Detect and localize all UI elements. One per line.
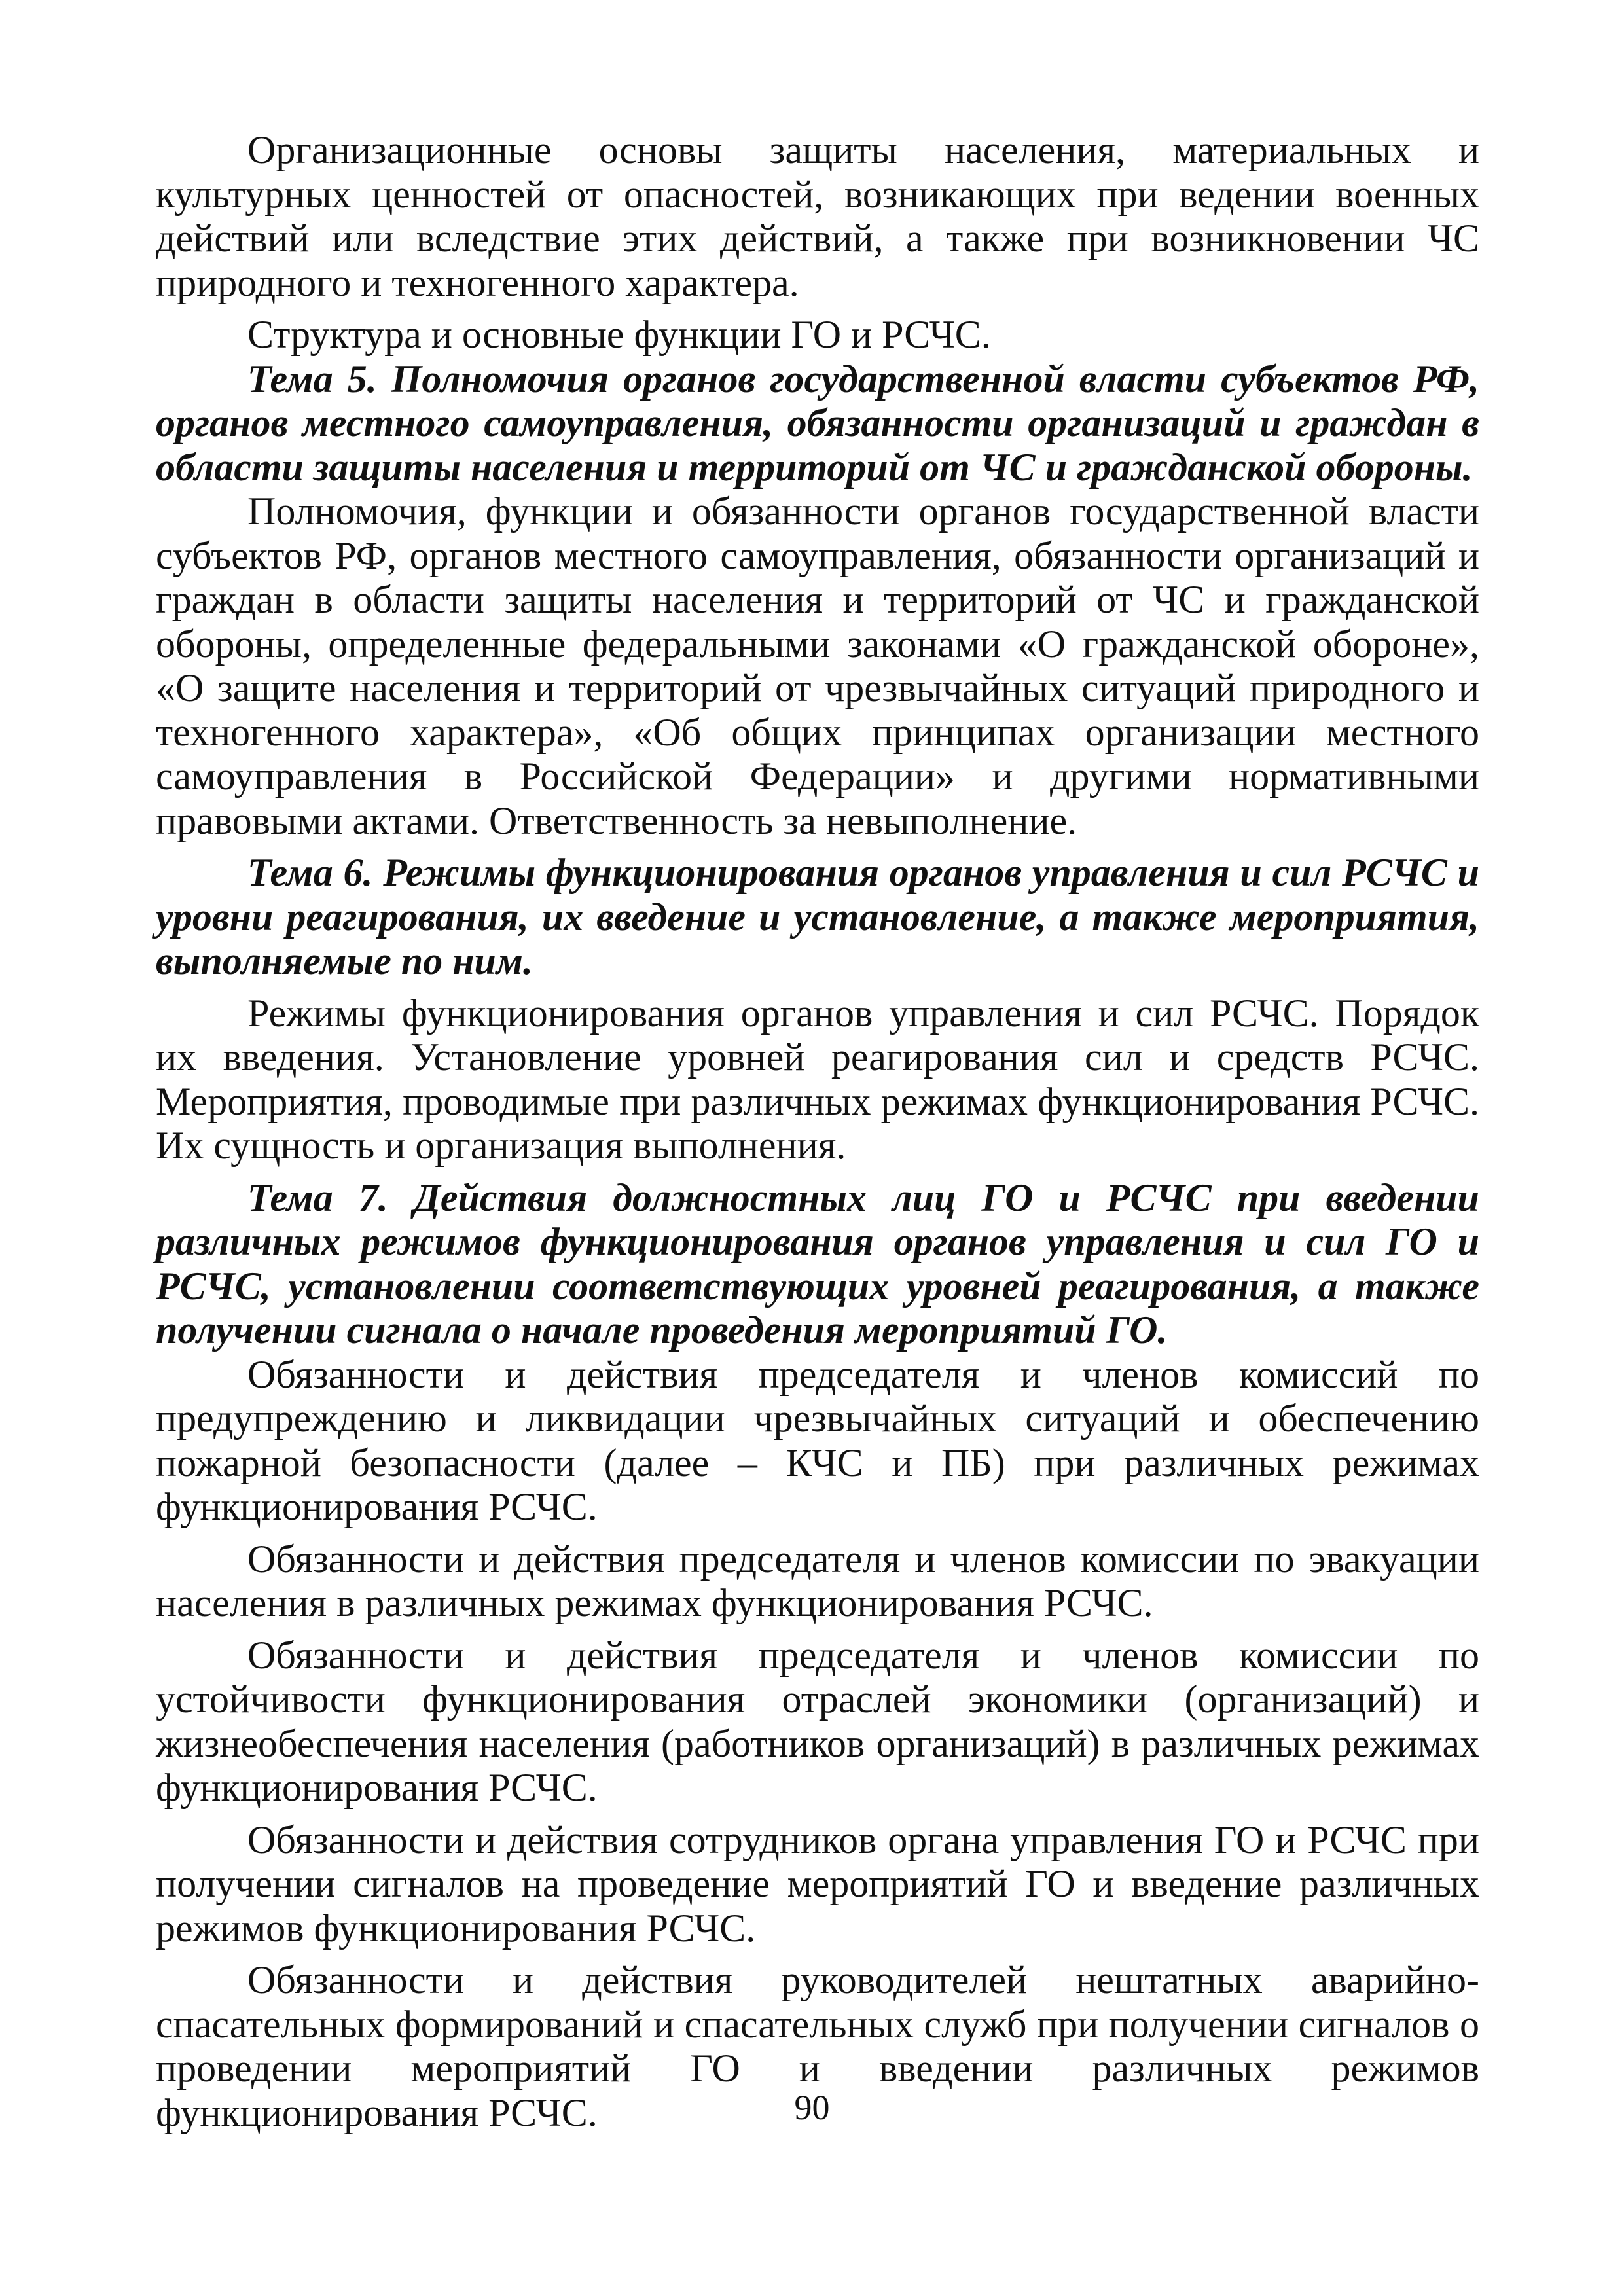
intro-paragraph: Структура и основные функции ГО и РСЧС. xyxy=(247,313,991,356)
topic-7-paragraph: Обязанности и действия руководителей нештатных аварийно-спасательных формирований и спасательных служб при получении сигналов о проведении мероприятий ГО и введении различных режимов функционирования РСЧС. xyxy=(156,1958,1479,2134)
intro-paragraph: Организационные основы защиты населения, материальных и культурных ценностей от опасностей, возникающих при ведении военных действий или вследствие этих действий, а также при возникновении ЧС природного и техногенного характера. xyxy=(156,128,1479,304)
topic-5-heading: Тема 5. Полномочия органов государственной власти субъектов РФ, органов местного самоуправления, обязанности организаций и граждан в области защиты населения и территорий от ЧС и гражданской обороны. xyxy=(156,357,1479,489)
page-number: 90 xyxy=(794,2088,830,2127)
topic-7-paragraph: Обязанности и действия сотрудников органа управления ГО и РСЧС при получении сигналов на проведение мероприятий ГО и введение различных режимов функционирования РСЧС. xyxy=(156,1818,1479,1950)
page-body xyxy=(156,128,1479,2135)
topic-7-paragraph: Обязанности и действия председателя и членов комиссий по предупреждению и ликвидации чрезвычайных ситуаций и обеспечению пожарной безопасности (далее – КЧС и ПБ) при различных режимах функционирования РСЧС. xyxy=(156,1352,1479,1528)
topic-6-paragraph: Режимы функционирования органов управления и сил РСЧС. Порядок их введения. Установление уровней реагирования сил и средств РСЧС. Мероприятия, проводимые при различных режимах функционирования РСЧС. Их сущность и организация выполнения. xyxy=(156,991,1479,1167)
topic-6-heading: Тема 6. Режимы функционирования органов управления и сил РСЧС и уровни реагирования, их введение и установление, а также мероприятия, выполняемые по ним. xyxy=(156,851,1479,982)
topic-7-paragraph: Обязанности и действия председателя и членов комиссии по эвакуации населения в различных режимах функционирования РСЧС. xyxy=(156,1537,1479,1624)
topic-7-paragraph: Обязанности и действия председателя и членов комиссии по устойчивости функционирования отраслей экономики (организаций) и жизнеобеспечения населения (работников организаций) в различных режимах функционирования РСЧС. xyxy=(156,1633,1479,1809)
topic-5-paragraph: Полномочия, функции и обязанности органов государственной власти субъектов РФ, органов местного самоуправления, обязанности организаций и граждан в области защиты населения и территорий от ЧС и гражданской обороны, определенные федеральными законами «О гражданской обороне», «О защите населения и территорий от чрезвычайных ситуаций природного и техногенного характера», «Об общих принципах организации местного самоуправления в Российской Федерации» и другими нормативными правовыми актами. Ответственность за невыполнение. xyxy=(156,490,1479,842)
topic-7-heading: Тема 7. Действия должностных лиц ГО и РСЧС при введении различных режимов функционирования органов управления и сил ГО и РСЧС, установлении соответствующих уровней реагирования, а также получении сигнала о начале проведения мероприятий ГО. xyxy=(156,1175,1479,1352)
